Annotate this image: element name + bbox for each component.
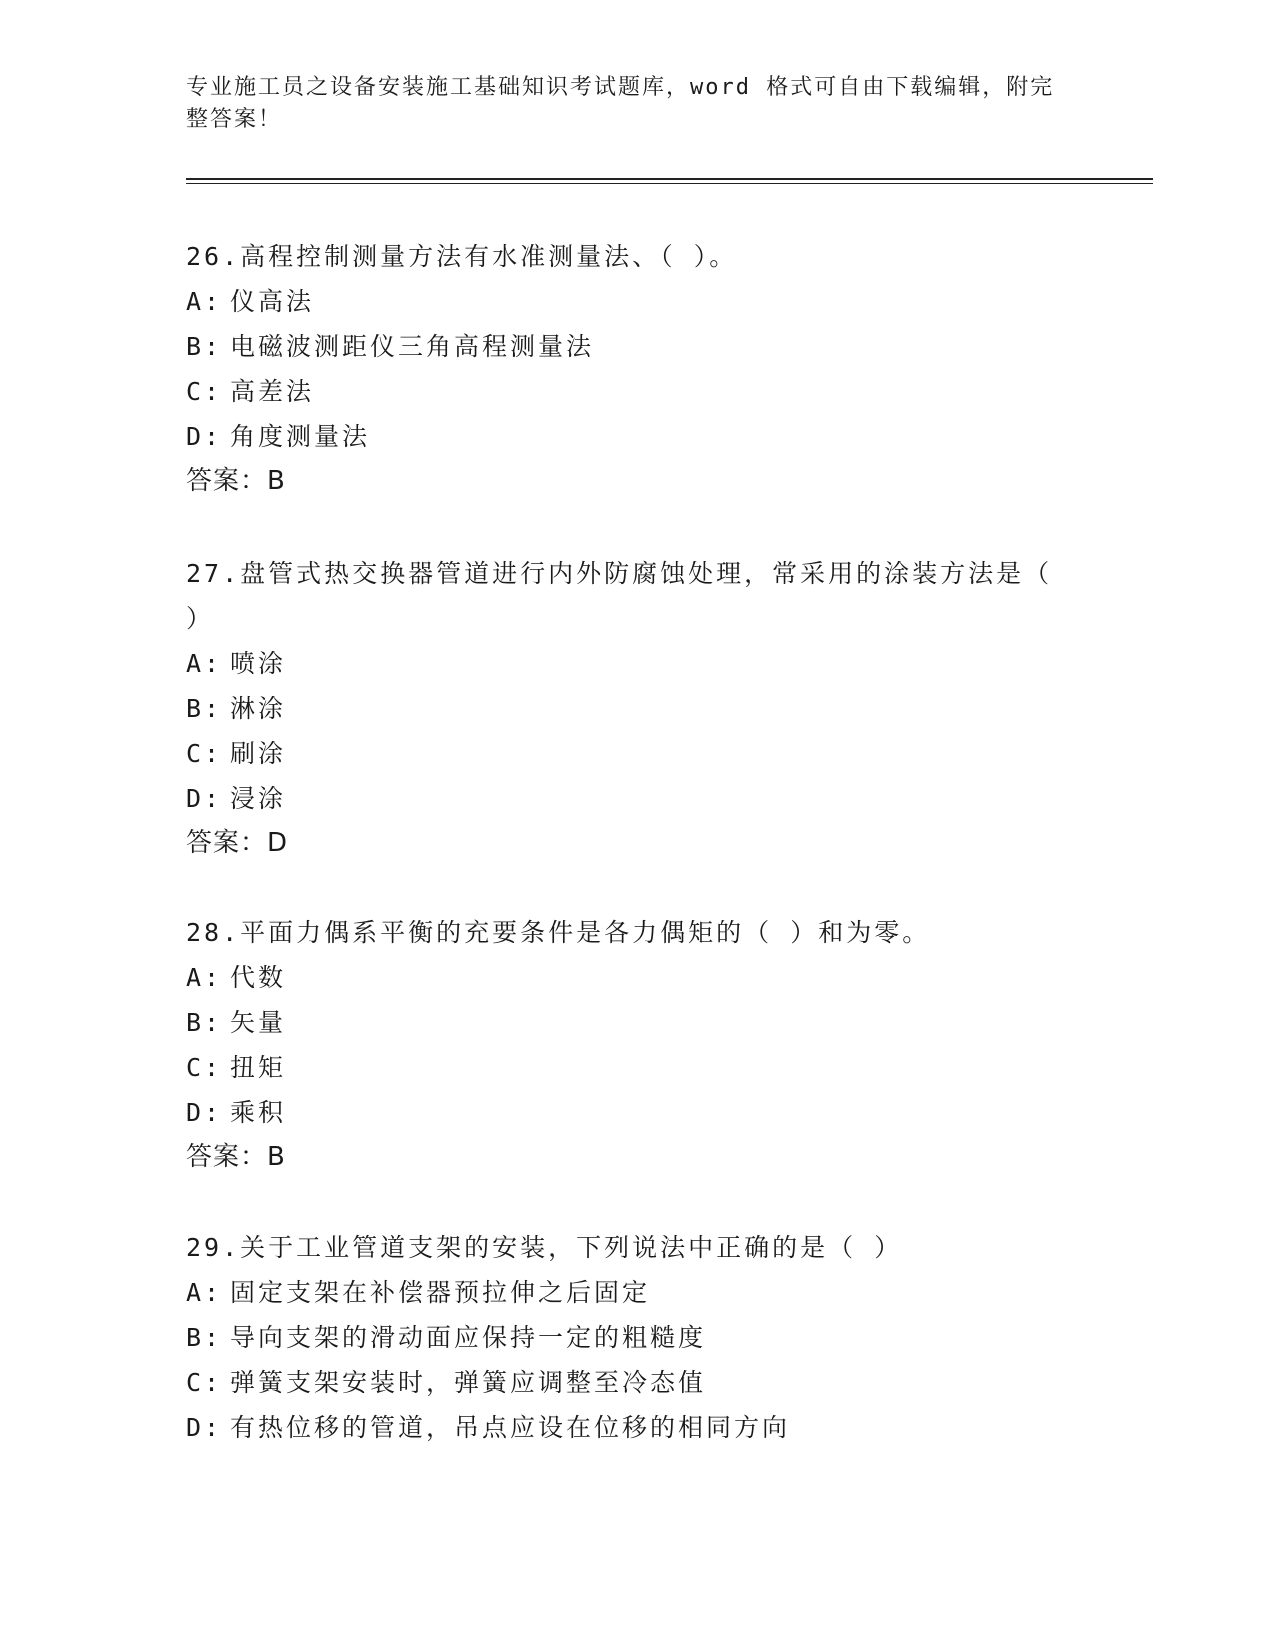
answer-line: 答案：B — [186, 1142, 286, 1172]
question-27 — [186, 551, 1086, 866]
question-28 — [186, 910, 1086, 1180]
option-text: 浸涂 — [230, 784, 287, 813]
option-key: A: — [186, 1278, 223, 1307]
option-key: B: — [186, 1323, 223, 1352]
option-key: D: — [186, 1098, 223, 1127]
option-key: C: — [186, 1053, 223, 1082]
option-c — [186, 369, 1086, 414]
option-c — [186, 1045, 1086, 1090]
question-stem: 27.盘管式热交换器管道进行内外防腐蚀处理，常采用的涂装方法是（ ） — [186, 559, 1053, 633]
page-header: 专业施工员之设备安装施工基础知识考试题库，word 格式可自由下载编辑，附完整答案！ — [186, 75, 1055, 132]
option-text: 有热位移的管道，吊点应设在位移的相同方向 — [230, 1413, 791, 1442]
option-text: 角度测量法 — [230, 422, 371, 451]
option-text: 固定支架在补偿器预拉伸之后固定 — [230, 1278, 651, 1307]
option-text: 刷涂 — [230, 739, 287, 768]
option-text: 喷涂 — [230, 649, 287, 678]
option-key: B: — [186, 694, 223, 723]
option-text: 矢量 — [230, 1008, 287, 1037]
option-key: A: — [186, 963, 223, 992]
option-text: 高差法 — [230, 377, 315, 406]
option-text: 电磁波测距仪三角高程测量法 — [230, 332, 595, 361]
option-text: 导向支架的滑动面应保持一定的粗糙度 — [230, 1323, 707, 1352]
option-key: B: — [186, 1008, 223, 1037]
option-a — [186, 641, 1086, 686]
option-key: B: — [186, 332, 223, 361]
option-key: C: — [186, 739, 223, 768]
answer-line: 答案：D — [186, 828, 289, 858]
option-key: A: — [186, 649, 223, 678]
question-stem: 28.平面力偶系平衡的充要条件是各力偶矩的（ ）和为零。 — [186, 918, 931, 947]
option-text: 代数 — [230, 963, 287, 992]
option-key: A: — [186, 287, 223, 316]
option-b — [186, 324, 1086, 369]
option-d — [186, 1405, 1086, 1450]
option-d — [186, 1090, 1086, 1135]
answer-line: 答案：B — [186, 466, 286, 496]
option-key: C: — [186, 377, 223, 406]
header-divider-thick — [186, 178, 1153, 180]
option-b — [186, 1000, 1086, 1045]
option-a — [186, 279, 1086, 324]
option-text: 淋涂 — [230, 694, 287, 723]
option-d — [186, 776, 1086, 821]
option-b — [186, 1315, 1086, 1360]
option-key: C: — [186, 1368, 223, 1397]
option-c — [186, 1360, 1086, 1405]
question-26 — [186, 234, 1086, 504]
question-stem: 29.关于工业管道支架的安装，下列说法中正确的是（ ） — [186, 1233, 903, 1262]
option-text: 仪高法 — [230, 287, 315, 316]
option-key: D: — [186, 422, 223, 451]
header-divider-thin — [186, 183, 1153, 184]
option-c — [186, 731, 1086, 776]
option-key: D: — [186, 1413, 223, 1442]
option-text: 乘积 — [230, 1098, 287, 1127]
question-29 — [186, 1225, 1086, 1450]
option-b — [186, 686, 1086, 731]
option-d — [186, 414, 1086, 459]
question-stem: 26.高程控制测量方法有水准测量法、（ ）。 — [186, 242, 738, 271]
option-key: D: — [186, 784, 223, 813]
option-text: 弹簧支架安装时，弹簧应调整至冷态值 — [230, 1368, 707, 1397]
option-text: 扭矩 — [230, 1053, 287, 1082]
option-a — [186, 955, 1086, 1000]
option-a — [186, 1270, 1086, 1315]
